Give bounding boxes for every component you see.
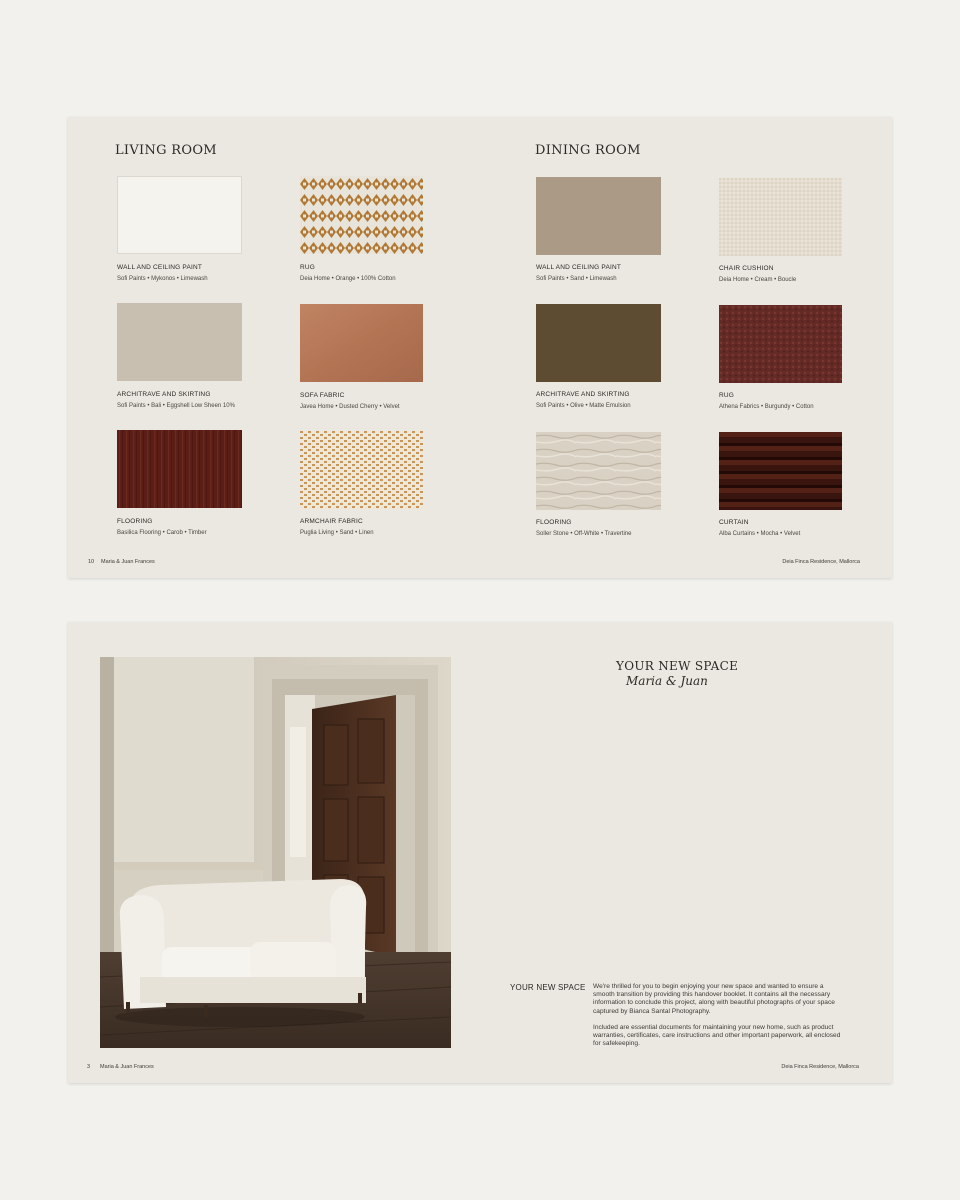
- page-number: 3: [87, 1064, 91, 1070]
- swatch-flooring-dining: [536, 432, 661, 510]
- swatch-subtitle: Alba Curtains • Mocha • Velvet: [719, 531, 801, 537]
- swatch-subtitle: Deia Home • Cream • Boucle: [719, 277, 797, 283]
- swatch-title: RUG: [300, 264, 316, 271]
- swatch-subtitle: Athena Fabrics • Burgundy • Cotton: [719, 404, 814, 410]
- swatch-flooring-living: [117, 430, 242, 508]
- swatch-rug-living: [300, 176, 425, 254]
- swatch-title: ARMCHAIR FABRIC: [300, 518, 363, 525]
- swatch-subtitle: Deia Home • Orange • 100% Cotton: [300, 276, 396, 282]
- swatch-title: WALL AND CEILING PAINT: [536, 264, 622, 271]
- signature: Maria & Juan: [626, 674, 708, 688]
- swatch-subtitle: Basilica Flooring • Carob • Timber: [117, 530, 207, 536]
- swatch-subtitle: Puglia Living • Sand • Linen: [300, 530, 374, 536]
- swatch-title: ARCHITRAVE AND SKIRTING: [536, 391, 630, 398]
- swatch-wall-paint-living: [117, 176, 242, 254]
- swatch-architrave-living: [117, 303, 242, 381]
- swatch-title: RUG: [719, 392, 735, 399]
- page-number: 10: [88, 559, 95, 565]
- swatch-armchair-fabric: [300, 431, 425, 509]
- swatch-title: SOFA FABRIC: [300, 392, 345, 399]
- client-names: Maria & Juan Frances: [101, 559, 155, 565]
- swatch-chair-cushion: [719, 178, 844, 256]
- project-name: Deia Finca Residence, Mallorca: [781, 1064, 859, 1070]
- swatch-subtitle: Sofi Paints • Sand • Limewash: [536, 276, 617, 282]
- swatch-title: FLOORING: [536, 519, 572, 526]
- swatch-subtitle: Soller Stone • Off-White • Travertine: [536, 531, 632, 537]
- living-room-photo: [100, 657, 451, 1048]
- swatch-curtain: [719, 432, 844, 510]
- intro-paragraph: Included are essential documents for maintaining your new home, such as product warranties, certificates, care instructions and other important paperwork, all enclosed for safekeeping.: [593, 1023, 841, 1048]
- swatch-title: CHAIR CUSHION: [719, 265, 774, 272]
- intro-text: [593, 983, 843, 1056]
- swatch-title: CURTAIN: [719, 519, 749, 526]
- material-board-spread: [68, 117, 892, 578]
- swatch-title: WALL AND CEILING PAINT: [117, 264, 203, 271]
- swatch-subtitle: Sofi Paints • Bali • Eggshell Low Sheen 10%: [117, 403, 235, 409]
- swatch-rug-dining: [719, 305, 844, 383]
- living-room-heading: LIVING ROOM: [115, 143, 217, 158]
- client-names: Maria & Juan Frances: [100, 1064, 154, 1070]
- intro-spread: [68, 622, 892, 1083]
- dining-room-heading: DINING ROOM: [535, 143, 641, 158]
- swatch-subtitle: Sofi Paints • Mykonos • Limewash: [117, 276, 208, 282]
- intro-paragraph: We're thrilled for you to begin enjoying your new space and wanted to ensure a smooth transition by providing this handover booklet. It contains all the necessary information to conclude this project, along with beautiful photographs of your space captured by Bianca Santal Photography.: [593, 983, 835, 1015]
- section-label: YOUR NEW SPACE: [510, 983, 586, 992]
- swatch-subtitle: Javea Home • Dusted Cherry • Velvet: [300, 404, 400, 410]
- project-name: Deia Finca Residence, Mallorca: [782, 559, 860, 565]
- swatch-sofa-fabric: [300, 304, 425, 382]
- swatch-architrave-dining: [536, 304, 661, 382]
- swatch-title: ARCHITRAVE AND SKIRTING: [117, 391, 211, 398]
- swatch-subtitle: Sofi Paints • Olive • Matte Emulsion: [536, 403, 631, 409]
- swatch-wall-paint-dining: [536, 177, 661, 255]
- swatch-title: FLOORING: [117, 518, 153, 525]
- page-title: YOUR NEW SPACE: [616, 659, 739, 673]
